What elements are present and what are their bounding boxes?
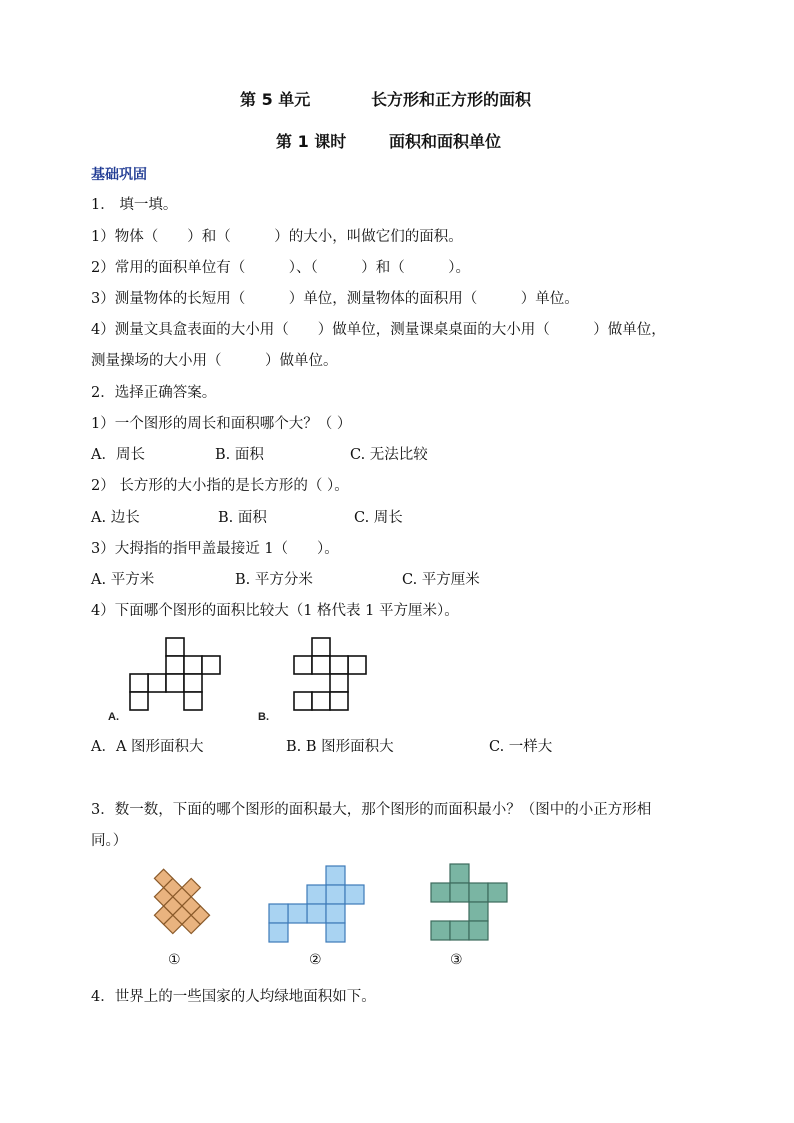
grid-cell xyxy=(330,674,348,692)
lesson-title: 面积和面积单位 xyxy=(389,132,502,151)
q3-text-line2: 同。） xyxy=(91,833,128,849)
q1-item-4-cont: 测量操场的大小用（ ）做单位。 xyxy=(91,353,338,369)
q1-item-3: 3）测量物体的长短用（ ）单位，测量物体的面积用（ ）单位。 xyxy=(91,291,579,307)
q2-sub4-option-c[interactable]: C. 一样大 xyxy=(489,739,553,755)
grid-cell xyxy=(330,692,348,710)
grid-cell xyxy=(312,692,330,710)
grid-cell xyxy=(148,674,166,692)
grid-cell xyxy=(312,638,330,656)
shape-cell xyxy=(326,885,345,904)
grid-cell xyxy=(166,638,184,656)
q3-figure-2-label: ② xyxy=(309,952,322,968)
shape-cell xyxy=(326,866,345,885)
shape-cell xyxy=(431,921,450,940)
q3-figure-2 xyxy=(268,860,378,968)
shape-cell xyxy=(326,923,345,942)
shape-cell xyxy=(307,885,326,904)
q2-sub4-option-b[interactable]: B. B 图形面积大 xyxy=(286,739,394,755)
figure-a-grid xyxy=(100,632,230,724)
shape-cell xyxy=(307,904,326,923)
grid-cell xyxy=(294,692,312,710)
grid-cell xyxy=(166,674,184,692)
shape-cell xyxy=(488,883,507,902)
grid-cell xyxy=(184,692,202,710)
shape-cell xyxy=(288,904,307,923)
shape-cell xyxy=(431,883,450,902)
unit-label: 第 5 单元 xyxy=(240,90,311,109)
q2-sub3-option-a[interactable]: A. 平方米 xyxy=(91,572,155,588)
q3-figure-3-label: ③ xyxy=(450,952,463,968)
q2-sub2-option-a[interactable]: A. 边长 xyxy=(91,510,140,526)
grid-cell xyxy=(130,692,148,710)
shape-cell xyxy=(450,864,469,883)
q2-sub1-option-c[interactable]: C. 无法比较 xyxy=(350,447,428,463)
section-heading: 基础巩固 xyxy=(91,167,147,183)
q4-title: 4．世界上的一些国家的人均绿地面积如下。 xyxy=(91,989,376,1005)
q2-sub3-option-c[interactable]: C. 平方厘米 xyxy=(402,572,480,588)
q2-sub4-option-a[interactable]: A．A 图形面积大 xyxy=(91,739,204,755)
q2-sub1-question: 1）一个图形的周长和面积哪个大？（ ） xyxy=(91,416,352,432)
shape-cell xyxy=(269,904,288,923)
grid-cell xyxy=(166,656,184,674)
grid-cell xyxy=(202,656,220,674)
figure-b-label: B. xyxy=(258,711,269,723)
q2-sub2-option-c[interactable]: C. 周长 xyxy=(354,510,403,526)
q2-sub4-question: 4）下面哪个图形的面积比较大（1 格代表 1 平方厘米）。 xyxy=(91,603,459,619)
q1-item-4: 4）测量文具盒表面的大小用（ ）做单位，测量课桌桌面的大小用（ ）做单位， xyxy=(91,322,666,338)
grid-cell xyxy=(184,656,202,674)
grid-cell xyxy=(312,656,330,674)
q3-text-line1: 3．数一数，下面的哪个图形的面积最大，那个图形的而面积最小？（图中的小正方形相 xyxy=(91,802,652,818)
grid-cell xyxy=(130,674,148,692)
q2-sub3-question: 3）大拇指的指甲盖最接近 1（ ）。 xyxy=(91,541,339,557)
figure-b-grid xyxy=(256,632,386,724)
shape-cell xyxy=(269,923,288,942)
q2-sub1-option-a[interactable]: A．周长 xyxy=(91,447,145,463)
shape-cell xyxy=(450,921,469,940)
q1-item-1: 1）物体（ ）和（ ）的大小，叫做它们的面积。 xyxy=(91,229,463,245)
q2-title: 2．选择正确答案。 xyxy=(91,385,217,401)
shape-cell xyxy=(469,883,488,902)
grid-cell xyxy=(348,656,366,674)
grid-cell xyxy=(330,656,348,674)
unit-title: 长方形和正方形的面积 xyxy=(371,90,532,109)
q3-figure-1-label: ① xyxy=(168,952,181,968)
shape-cell xyxy=(450,883,469,902)
grid-cell xyxy=(294,656,312,674)
shape-cell xyxy=(345,885,364,904)
q3-figure-3 xyxy=(428,860,538,968)
shape-cell xyxy=(469,921,488,940)
grid-cell xyxy=(184,674,202,692)
q3-figure-1 xyxy=(128,860,238,968)
q2-sub3-option-b[interactable]: B. 平方分米 xyxy=(235,572,313,588)
shape-cell xyxy=(326,904,345,923)
q2-sub1-option-b[interactable]: B. 面积 xyxy=(215,447,264,463)
lesson-label: 第 1 课时 xyxy=(276,132,347,151)
q1-item-2: 2）常用的面积单位有（ ）、（ ）和（ ）。 xyxy=(91,260,470,276)
shape-cell xyxy=(469,902,488,921)
q2-sub2-question: 2） 长方形的大小指的是长方形的（ ）。 xyxy=(91,478,349,494)
figure-a-label: A. xyxy=(108,711,119,723)
q1-title: 1． 填一填。 xyxy=(91,197,178,213)
q2-sub2-option-b[interactable]: B. 面积 xyxy=(218,510,267,526)
